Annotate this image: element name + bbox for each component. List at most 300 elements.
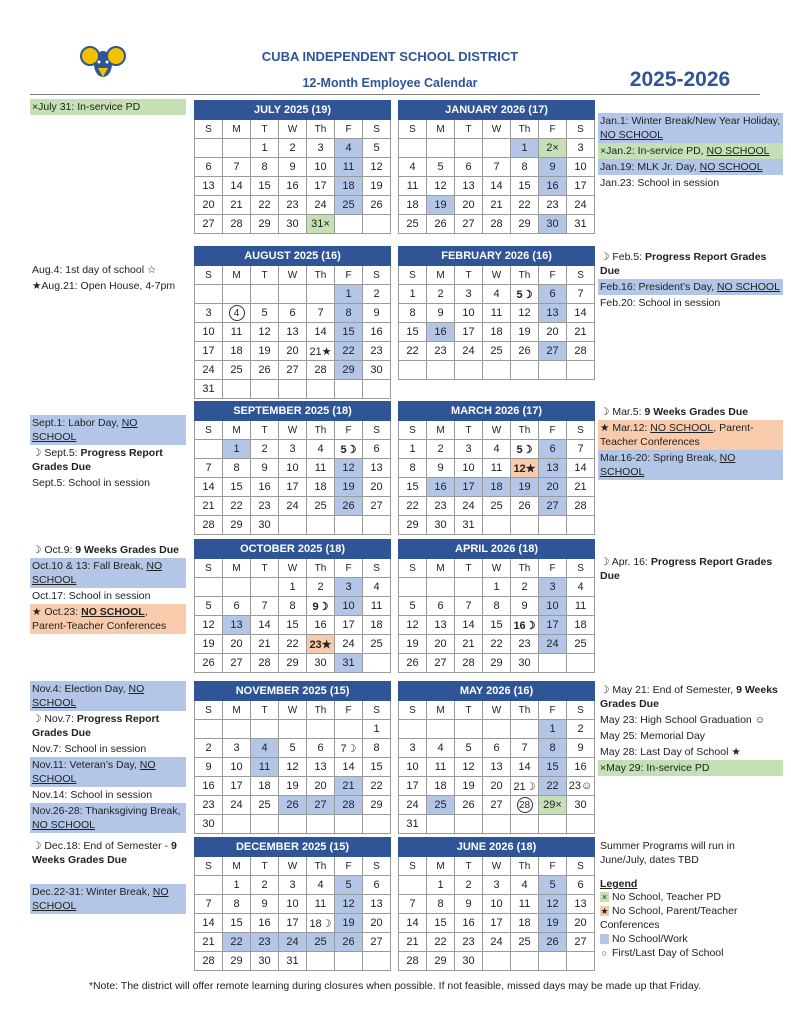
day-cell: 4 [399,158,427,177]
weekday-header: W [279,421,307,440]
day-cell: 19 [335,914,363,933]
day-cell: 18 [483,323,511,342]
day-cell: 28 [223,215,251,234]
day-cell: 1 [427,876,455,895]
day-cell [567,815,595,834]
legend-item [600,904,780,932]
day-cell: 10 [455,304,483,323]
day-cell [195,139,223,158]
day-cell: 30 [307,654,335,673]
day-cell: 14 [195,914,223,933]
weekday-header: T [251,120,279,139]
month-calendar [398,681,595,834]
calendar-note: Oct.10 & 13: Fall Break, NO SCHOOL [30,558,186,588]
day-cell [427,139,455,158]
day-cell [335,380,363,399]
weekday-header: S [363,559,391,578]
calendar-note: ×May 29: In-service PD [598,760,783,776]
day-cell: 22 [363,777,391,796]
weekday-header: W [483,857,511,876]
day-cell [335,815,363,834]
weekday-header: T [251,266,279,285]
day-cell: 18 [363,616,391,635]
weekday-header: S [399,120,427,139]
day-cell: 9☽ [307,597,335,616]
day-cell: 17 [335,616,363,635]
day-cell: 23 [195,796,223,815]
month-calendar [194,246,391,399]
day-cell [307,815,335,834]
day-cell: 26 [251,361,279,380]
weekday-header: S [195,857,223,876]
day-cell: 31 [279,952,307,971]
day-cell [567,952,595,971]
weekday-header: S [195,266,223,285]
day-cell: 19 [455,777,483,796]
day-cell: 23 [511,635,539,654]
day-cell: 18 [223,342,251,361]
day-cell: 5 [399,597,427,616]
day-cell: 24 [567,196,595,215]
weekday-header: S [399,857,427,876]
day-cell: 30 [427,516,455,535]
weekday-header: Th [511,857,539,876]
day-cell [427,720,455,739]
day-cell: 6 [539,440,567,459]
day-cell: 24 [455,342,483,361]
day-cell: 3 [539,578,567,597]
day-cell: 12 [279,758,307,777]
legend-item [600,890,780,904]
day-cell: 12 [195,616,223,635]
day-cell: 29 [427,952,455,971]
day-cell: 15 [279,616,307,635]
day-cell: 26 [363,196,391,215]
day-cell [363,215,391,234]
weekday-header: T [251,559,279,578]
day-cell: 29 [223,516,251,535]
day-cell: 19 [511,478,539,497]
day-cell: 10 [279,895,307,914]
day-cell: 25 [335,196,363,215]
day-cell: 1 [223,876,251,895]
day-cell: 1 [223,440,251,459]
day-cell [455,815,483,834]
day-cell [483,952,511,971]
day-cell: 29 [483,654,511,673]
day-cell: 18 [483,478,511,497]
calendar-note: ×July 31: In-service PD [30,99,186,115]
day-cell [251,720,279,739]
month-title: JUNE 2026 (18) [399,838,595,857]
day-cell: 31× [307,215,335,234]
day-cell: 9 [195,758,223,777]
day-cell: 5 [539,876,567,895]
day-cell [399,720,427,739]
weekday-header: Th [307,120,335,139]
day-cell: 9 [251,459,279,478]
day-cell: 6 [483,739,511,758]
day-cell: 7 [195,459,223,478]
day-cell: 7 [307,304,335,323]
day-cell: 19 [195,635,223,654]
weekday-header: Th [307,559,335,578]
day-cell: 15 [251,177,279,196]
day-cell [363,654,391,673]
day-cell: 1 [539,720,567,739]
day-cell: 20 [363,914,391,933]
weekday-header: S [567,559,595,578]
day-cell: 21 [195,933,223,952]
day-cell: 6 [363,440,391,459]
day-cell: 15 [223,478,251,497]
day-cell: 12 [335,459,363,478]
day-cell: 6 [363,876,391,895]
day-cell [335,516,363,535]
day-cell [223,380,251,399]
calendar-note: ☽ Feb.5: Progress Report Grades Due [600,251,767,277]
day-cell: 10 [567,158,595,177]
day-cell: 28 [483,215,511,234]
day-cell: 4 [335,139,363,158]
day-cell: 17 [483,914,511,933]
day-cell [399,361,427,380]
month-calendar [398,246,595,380]
calendar-note [30,868,186,884]
weekday-header: Th [511,559,539,578]
weekday-header: T [455,266,483,285]
day-cell: 12 [335,895,363,914]
weekday-header: S [567,701,595,720]
month-calendar [398,539,595,673]
day-cell [279,380,307,399]
calendar-note: Mar.16-20: Spring Break, NO SCHOOL [598,450,783,480]
weekday-header: F [335,701,363,720]
day-cell: 26 [511,342,539,361]
weekday-header: Th [511,266,539,285]
day-cell: 8 [363,739,391,758]
day-cell: 23 [539,196,567,215]
month-title: MARCH 2026 (17) [399,402,595,421]
day-cell: 2 [427,440,455,459]
day-cell: 11 [307,895,335,914]
day-cell: 9 [279,158,307,177]
day-cell: 18☽ [307,914,335,933]
day-cell: 6 [567,876,595,895]
weekday-header: F [335,120,363,139]
legend-swatch: × [601,892,608,903]
day-cell: 29 [335,361,363,380]
day-cell: 2 [567,720,595,739]
month-title: AUGUST 2025 (16) [195,247,391,266]
notes-row3-left [30,415,186,491]
day-cell: 28 [251,654,279,673]
day-cell: 17 [539,616,567,635]
weekday-header: S [399,701,427,720]
day-cell: 29 [511,215,539,234]
day-cell: 27 [483,796,511,815]
weekday-header: Th [307,857,335,876]
month-title: MAY 2026 (16) [399,682,595,701]
day-cell: 12 [539,895,567,914]
day-cell [223,578,251,597]
day-cell: 13 [363,895,391,914]
day-cell: 16 [427,478,455,497]
day-cell: 2 [363,285,391,304]
day-cell: 26 [539,933,567,952]
weekday-header: T [455,421,483,440]
calendar-note: ☽ Apr. 16: Progress Report Grades Due [600,556,773,582]
day-cell: 14 [455,616,483,635]
day-cell: 9 [567,739,595,758]
day-cell: 1 [399,440,427,459]
day-cell [195,876,223,895]
day-cell: 20 [567,914,595,933]
day-cell: 1 [399,285,427,304]
day-cell: 11 [399,177,427,196]
day-cell: 25 [483,342,511,361]
day-cell [223,139,251,158]
day-cell: 7 [195,895,223,914]
day-cell: 23☺ [567,777,595,796]
day-cell [251,815,279,834]
day-cell: 7 [567,440,595,459]
day-cell [539,952,567,971]
calendar-note: Sept.1: Labor Day, NO SCHOOL [30,415,186,445]
day-cell: 10 [279,459,307,478]
legend-label: No School/Work [612,933,688,945]
day-cell: 28 [307,361,335,380]
day-cell [483,361,511,380]
day-cell: 9 [539,158,567,177]
day-cell: 13 [279,323,307,342]
day-cell: 16 [279,177,307,196]
legend-label: No School, Teacher PD [612,891,721,903]
day-cell: 14 [195,478,223,497]
day-cell: 8 [483,597,511,616]
month-calendar [194,539,391,673]
day-cell: 29 [251,215,279,234]
day-cell: 14 [567,304,595,323]
day-cell: 20 [195,196,223,215]
calendar-note: Summer Programs will run in June/July, dates TBD [600,840,735,866]
day-cell: 13 [307,758,335,777]
day-cell: 16 [363,323,391,342]
day-cell: 30 [455,952,483,971]
day-cell: 21☽ [511,777,539,796]
day-cell [511,796,539,815]
day-cell: 31 [567,215,595,234]
weekday-header: T [455,120,483,139]
day-cell: 28 [195,516,223,535]
day-cell: 10 [539,597,567,616]
day-cell: 7 [251,597,279,616]
weekday-header: S [363,701,391,720]
day-cell: 2 [511,578,539,597]
day-cell: 30 [363,361,391,380]
calendar-note: ★ Mar.12: NO SCHOOL, Parent-Teacher Conferences [598,420,783,450]
calendar-note: Feb.16: President’s Day, NO SCHOOL [598,279,783,295]
day-cell: 31 [335,654,363,673]
day-cell: 3 [335,578,363,597]
day-cell: 30 [279,215,307,234]
day-cell: 31 [195,380,223,399]
day-cell: 21 [335,777,363,796]
day-cell: 25 [399,215,427,234]
day-cell: 27 [223,654,251,673]
month-calendar [398,837,595,971]
day-cell: 1 [251,139,279,158]
day-cell [195,285,223,304]
day-cell: 28 [335,796,363,815]
weekday-header: W [279,266,307,285]
notes-row2-right [598,249,783,311]
day-cell [455,578,483,597]
day-cell: 5 [427,158,455,177]
month-calendar [194,837,391,971]
day-cell: 28 [567,342,595,361]
weekday-header: F [335,421,363,440]
day-cell: 8 [399,304,427,323]
day-cell: 22 [251,196,279,215]
day-cell: 19 [511,323,539,342]
day-cell [427,361,455,380]
day-cell [307,285,335,304]
day-cell: 18 [307,478,335,497]
month-title: NOVEMBER 2025 (15) [195,682,391,701]
day-cell: 18 [251,777,279,796]
weekday-header: M [427,857,455,876]
day-cell: 15 [399,478,427,497]
day-cell: 28 [195,952,223,971]
day-cell [195,578,223,597]
first-last-day-marker: 28 [517,797,533,813]
day-cell: 24 [483,933,511,952]
day-cell [251,380,279,399]
day-cell [335,952,363,971]
day-cell: 13 [567,895,595,914]
day-cell: 15 [223,914,251,933]
day-cell: 10 [455,459,483,478]
ram-logo-icon [78,44,128,80]
day-cell: 21 [251,635,279,654]
notes-row1-left [30,99,186,115]
day-cell: 11 [483,304,511,323]
weekday-header: S [363,120,391,139]
day-cell: 30 [511,654,539,673]
calendar-note: Oct.17: School in session [32,590,151,602]
day-cell: 9 [511,597,539,616]
day-cell: 2 [251,876,279,895]
day-cell: 1 [511,139,539,158]
day-cell: 18 [427,777,455,796]
weekday-header: F [539,421,567,440]
day-cell: 4 [251,739,279,758]
day-cell: 24 [279,933,307,952]
day-cell: 19 [363,177,391,196]
day-cell: 17 [399,777,427,796]
day-cell: 2 [251,440,279,459]
day-cell: 23 [427,342,455,361]
month-title: DECEMBER 2025 (15) [195,838,391,857]
calendar-note: ★ Oct.23: NO SCHOOL, Parent-Teacher Conferences [30,604,186,634]
day-cell: 6 [455,158,483,177]
weekday-header: W [483,421,511,440]
day-cell: 21 [483,196,511,215]
day-cell: 22 [511,196,539,215]
day-cell: 14 [307,323,335,342]
calendar-note: ☽ May 21: End of Semester, 9 Weeks Grades Due [600,684,778,710]
day-cell: 3 [483,876,511,895]
day-cell: 27 [279,361,307,380]
weekday-header: T [251,421,279,440]
month-calendar [194,100,391,234]
day-cell: 4 [483,285,511,304]
weekday-header: S [363,857,391,876]
day-cell [279,285,307,304]
notes-row2-left [30,262,186,294]
day-cell: 19 [399,635,427,654]
weekday-header: F [335,857,363,876]
day-cell: 8 [539,739,567,758]
day-cell: 12 [511,304,539,323]
day-cell: 24 [335,635,363,654]
day-cell: 23 [427,497,455,516]
footnote: *Note: The district will offer remote learning during closures when possible. If not feasible, missed days may be made up that Friday. [88,980,702,992]
header-divider [30,94,760,95]
day-cell: 26 [427,215,455,234]
day-cell: 24 [539,635,567,654]
calendar-note: ☽ Dec.18: End of Semester - 9 Weeks Grades Due [32,840,177,866]
day-cell: 9 [427,304,455,323]
day-cell: 10 [307,158,335,177]
notes-row1-right [598,113,783,191]
weekday-header: Th [511,701,539,720]
day-cell: 30 [567,796,595,815]
day-cell: 7 [223,158,251,177]
legend-swatch: ★ [600,906,609,917]
weekday-header: S [195,559,223,578]
day-cell: 15 [427,914,455,933]
day-cell: 11 [335,158,363,177]
day-cell: 28 [455,654,483,673]
weekday-header: F [335,559,363,578]
day-cell: 25 [427,796,455,815]
calendar-note: ☽ Oct.9: 9 Weeks Grades Due [32,544,179,556]
weekday-header: M [223,266,251,285]
month-title: APRIL 2026 (18) [399,540,595,559]
day-cell: 30 [195,815,223,834]
month-calendar [194,681,391,834]
day-cell: 15 [335,323,363,342]
day-cell [539,815,567,834]
day-cell: 14 [399,914,427,933]
weekday-header: T [251,701,279,720]
day-cell: 25 [363,635,391,654]
day-cell: 17 [455,323,483,342]
weekday-header: F [539,701,567,720]
legend-swatch [600,934,609,944]
day-cell: 27 [567,933,595,952]
day-cell [307,380,335,399]
day-cell: 5 [363,139,391,158]
legend-item [600,946,780,960]
weekday-header: F [539,120,567,139]
weekday-header: F [539,559,567,578]
day-cell: 24 [279,497,307,516]
day-cell [251,578,279,597]
day-cell [335,215,363,234]
